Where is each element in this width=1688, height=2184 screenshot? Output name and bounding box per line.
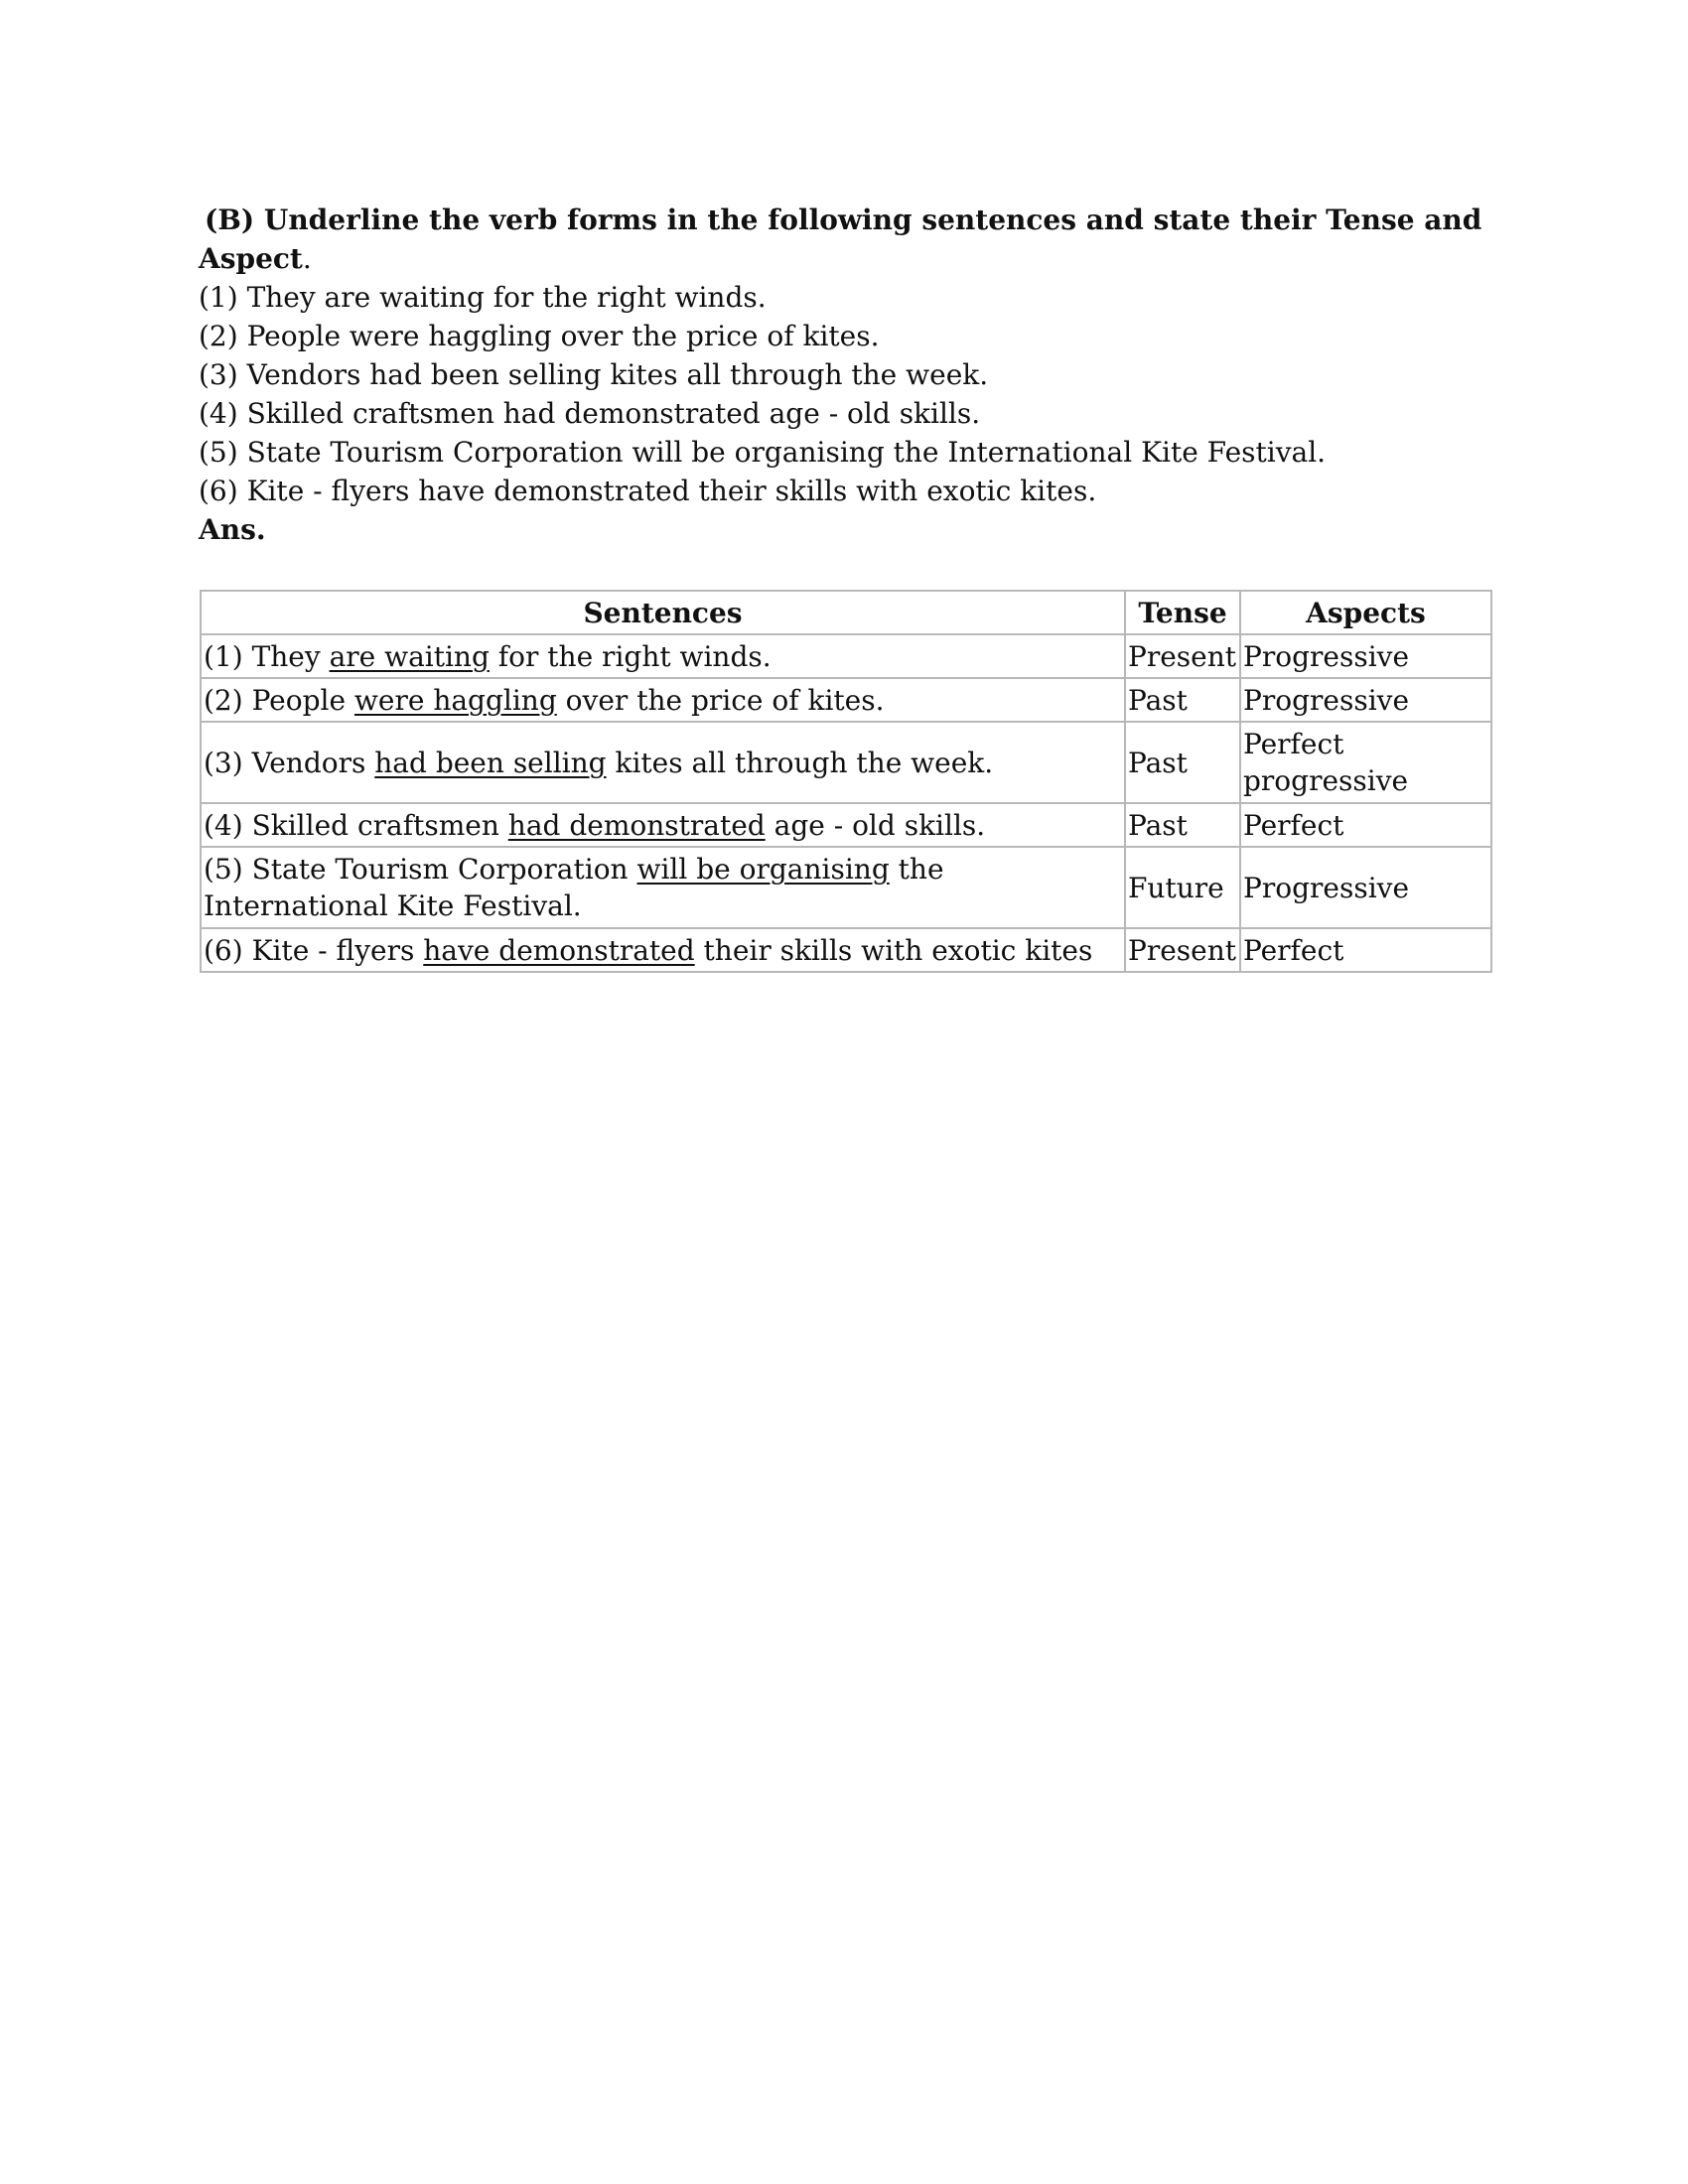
table-row	[201, 722, 1491, 803]
sentence-text: (3) Vendors	[204, 746, 375, 779]
sentence-6: (6) Kite - flyers have demonstrated their skills with exotic kites.	[199, 475, 1097, 507]
table-row	[201, 928, 1491, 972]
table-row	[201, 634, 1491, 678]
table-row	[201, 803, 1491, 847]
question-block	[199, 201, 1499, 549]
header-sentences: Sentences	[201, 591, 1125, 634]
sentence-text: (5) State Tourism Corporation	[204, 853, 637, 886]
aspect-cell: Perfect	[1240, 928, 1491, 972]
sentence-text: kites all through the week.	[606, 746, 994, 779]
sentence-4: (4) Skilled craftsmen had demonstrated age - old skills.	[199, 397, 981, 430]
verb-form: were haggling	[353, 683, 557, 717]
aspect-cell: Perfect	[1240, 803, 1491, 847]
sentence-text: (1) They	[204, 639, 330, 673]
tense-cell: Present	[1125, 928, 1240, 972]
verb-form: had been selling	[374, 746, 607, 779]
sentence-cell	[201, 928, 1125, 972]
verb-form: will be organising	[636, 853, 890, 886]
aspect-cell: Perfect progressive	[1240, 722, 1491, 803]
aspect-cell: Progressive	[1240, 678, 1491, 722]
table-row	[201, 678, 1491, 722]
question-title-period: .	[302, 242, 312, 275]
sentence-text: (4) Skilled craftsmen	[204, 808, 508, 842]
answer-label: Ans.	[199, 513, 266, 546]
verb-form: are waiting	[329, 639, 490, 673]
tense-cell: Present	[1125, 634, 1240, 678]
header-tense: Tense	[1125, 591, 1240, 634]
question-title	[199, 201, 1499, 278]
tense-cell: Past	[1125, 803, 1240, 847]
sentence-text: their skills with exotic kites	[694, 933, 1093, 967]
tense-cell: Past	[1125, 678, 1240, 722]
tense-cell: Past	[1125, 722, 1240, 803]
sentence-text: (6) Kite - flyers	[204, 933, 424, 967]
table-row	[201, 847, 1491, 928]
sentence-text: (2) People	[204, 683, 354, 717]
sentence-text: for the right winds.	[489, 639, 772, 673]
sentence-3: (3) Vendors had been selling kites all through the week.	[199, 358, 989, 391]
sentence-text: over the price of kites.	[556, 683, 885, 717]
verb-form: have demonstrated	[423, 933, 695, 967]
sentence-text: the International Kite Festival.	[204, 853, 944, 922]
sentence-1: (1) They are waiting for the right winds.	[199, 281, 767, 314]
sentence-cell	[201, 678, 1125, 722]
answer-table	[200, 590, 1492, 973]
header-aspects: Aspects	[1240, 591, 1491, 634]
aspect-cell: Progressive	[1240, 634, 1491, 678]
sentence-cell	[201, 634, 1125, 678]
verb-form: had demonstrated	[507, 808, 766, 842]
table-header-row	[201, 591, 1491, 634]
tense-cell: Future	[1125, 847, 1240, 928]
sentence-5: (5) State Tourism Corporation will be organising the International Kite Festival.	[199, 436, 1327, 469]
sentence-text: age - old skills.	[765, 808, 986, 842]
question-title-text: (B) Underline the verb forms in the following sentences and state their Tense and	[205, 204, 1482, 236]
question-title-aspect: Aspect	[199, 242, 303, 275]
sentence-cell	[201, 847, 1125, 928]
sentence-cell	[201, 722, 1125, 803]
sentence-cell	[201, 803, 1125, 847]
aspect-cell: Progressive	[1240, 847, 1491, 928]
sentence-2: (2) People were haggling over the price of kites.	[199, 320, 880, 352]
